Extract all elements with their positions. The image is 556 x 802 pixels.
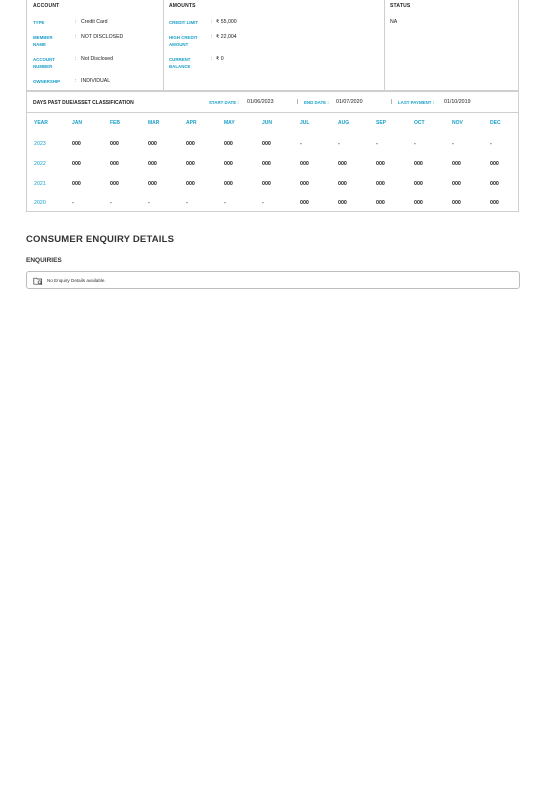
dpd-cell: 000 <box>110 161 119 167</box>
dpd-cell: 000 <box>300 200 309 206</box>
dpd-cell: - <box>300 141 302 147</box>
field-label: CURRENT BALANCE <box>169 57 191 69</box>
enquiry-empty-text: No Enquiry Details available. <box>47 278 106 283</box>
dpd-cell: 000 <box>490 200 499 206</box>
folder-search-icon <box>33 276 43 286</box>
dpd-column-header: MAY <box>224 120 235 126</box>
consumer-enquiry-title: CONSUMER ENQUIRY DETAILS <box>26 234 175 245</box>
dpd-year: 2020 <box>34 200 46 206</box>
dpd-year: 2023 <box>34 141 46 147</box>
dpd-cell: 000 <box>72 161 81 167</box>
dpd-cell: 000 <box>376 181 385 187</box>
dpd-column-header: AUG <box>338 120 350 126</box>
dpd-cell: 000 <box>490 181 499 187</box>
dpd-column-header: OCT <box>414 120 425 126</box>
dpd-cell: 000 <box>338 161 347 167</box>
dpd-year: 2021 <box>34 181 46 187</box>
start-date-label: START DATE : <box>209 100 239 105</box>
end-date-label: END DATE : <box>304 100 329 105</box>
field-label: CREDIT LIMIT <box>169 20 199 25</box>
dpd-cell: 000 <box>300 181 309 187</box>
dpd-cell: 000 <box>338 200 347 206</box>
dpd-cell: - <box>186 200 188 206</box>
dpd-cell: 000 <box>262 181 271 187</box>
account-summary-table <box>26 0 519 91</box>
amounts-column: AMOUNTS CREDIT LIMIT : ₹ 55,000 HIGH CREDIT AMOUNT : ₹ 22,004 CURRENT BALANCE : ₹ 0 <box>163 0 385 90</box>
dpd-cell: - <box>490 141 492 147</box>
separator: | <box>391 99 393 105</box>
dpd-cell: 000 <box>262 141 271 147</box>
dpd-header-row <box>27 120 518 130</box>
dpd-cell: 000 <box>148 181 157 187</box>
dpd-cell: 000 <box>224 141 233 147</box>
separator: | <box>297 99 299 105</box>
dpd-cell: - <box>414 141 416 147</box>
dpd-year-row <box>27 181 518 191</box>
field-label: OWNERSHIP <box>33 79 61 84</box>
enquiry-empty-box <box>26 271 520 289</box>
dpd-cell: 000 <box>148 161 157 167</box>
dpd-cell: 000 <box>414 200 423 206</box>
dpd-cell: 000 <box>414 161 423 167</box>
dpd-cell: 000 <box>110 181 119 187</box>
account-heading: ACCOUNT <box>33 3 60 9</box>
field-value: NOT DISCLOSED <box>81 34 124 40</box>
field-value: ₹ 55,000 <box>216 19 237 25</box>
last-payment-value: 01/10/2019 <box>444 99 471 105</box>
enquiries-subtitle: ENQUIRIES <box>26 257 62 264</box>
start-date-value: 01/06/2023 <box>247 99 274 105</box>
field-value: ₹ 22,004 <box>216 34 237 40</box>
dpd-year-row <box>27 141 518 151</box>
dpd-title: DAYS PAST DUE/ASSET CLASSIFICATION <box>33 100 134 106</box>
dpd-year-row <box>27 161 518 171</box>
field-value: INDIVIDUAL <box>81 78 111 84</box>
account-column: ACCOUNT TYPE : Credit Card MEMBER NAME : NOT DISCLOSED ACCOUNT NUMBER : Not Disclosed OWNERSHIP : INDIVIDUAL <box>27 0 164 90</box>
dpd-column-header: DEC <box>490 120 501 126</box>
dpd-header <box>27 92 518 113</box>
dpd-column-header: JUL <box>300 120 310 126</box>
field-label: HIGH CREDIT AMOUNT <box>169 35 198 47</box>
dpd-cell: 000 <box>186 181 195 187</box>
dpd-cell: 000 <box>490 161 499 167</box>
dpd-column-header: JUN <box>262 120 273 126</box>
dpd-column-header: MAR <box>148 120 160 126</box>
dpd-cell: 000 <box>338 181 347 187</box>
field-value: Not Disclosed <box>81 56 114 62</box>
dpd-column-header: SEP <box>376 120 387 126</box>
dpd-column-header: NOV <box>452 120 463 126</box>
end-date-value: 01/07/2020 <box>336 99 363 105</box>
field-label: ACCOUNT NUMBER <box>33 57 55 69</box>
field-label: TYPE <box>33 20 45 25</box>
dpd-cell: - <box>110 200 112 206</box>
field-value: Credit Card <box>81 19 108 25</box>
status-value: NA <box>390 19 398 25</box>
dpd-cell: - <box>376 141 378 147</box>
dpd-cell: 000 <box>186 141 195 147</box>
dpd-column-header: YEAR <box>34 120 48 126</box>
dpd-cell: 000 <box>300 161 309 167</box>
dpd-cell: - <box>148 200 150 206</box>
dpd-cell: 000 <box>376 161 385 167</box>
dpd-cell: 000 <box>376 200 385 206</box>
field-value: ₹ 0 <box>216 56 224 62</box>
dpd-cell: 000 <box>72 181 81 187</box>
dpd-cell: 000 <box>224 181 233 187</box>
amounts-heading: AMOUNTS <box>169 3 196 9</box>
dpd-column-header: FEB <box>110 120 120 126</box>
dpd-cell: 000 <box>224 161 233 167</box>
dpd-cell: 000 <box>186 161 195 167</box>
dpd-year-row <box>27 200 518 210</box>
dpd-cell: 000 <box>452 200 461 206</box>
dpd-cell: 000 <box>414 181 423 187</box>
status-heading: STATUS <box>390 3 411 9</box>
last-payment-label: LAST PAYMENT : <box>398 100 435 105</box>
dpd-cell: - <box>452 141 454 147</box>
dpd-cell: - <box>72 200 74 206</box>
dpd-cell: 000 <box>148 141 157 147</box>
dpd-cell: 000 <box>72 141 81 147</box>
status-column <box>384 0 518 90</box>
dpd-cell: 000 <box>110 141 119 147</box>
dpd-cell: 000 <box>452 161 461 167</box>
dpd-year: 2022 <box>34 161 46 167</box>
dpd-cell: 000 <box>262 161 271 167</box>
dpd-cell: - <box>262 200 264 206</box>
dpd-cell: - <box>224 200 226 206</box>
dpd-cell: - <box>338 141 340 147</box>
field-label: MEMBER NAME <box>33 35 53 47</box>
dpd-column-header: JAN <box>72 120 83 126</box>
dpd-column-header: APR <box>186 120 197 126</box>
dpd-table <box>26 91 519 212</box>
dpd-cell: 000 <box>452 181 461 187</box>
